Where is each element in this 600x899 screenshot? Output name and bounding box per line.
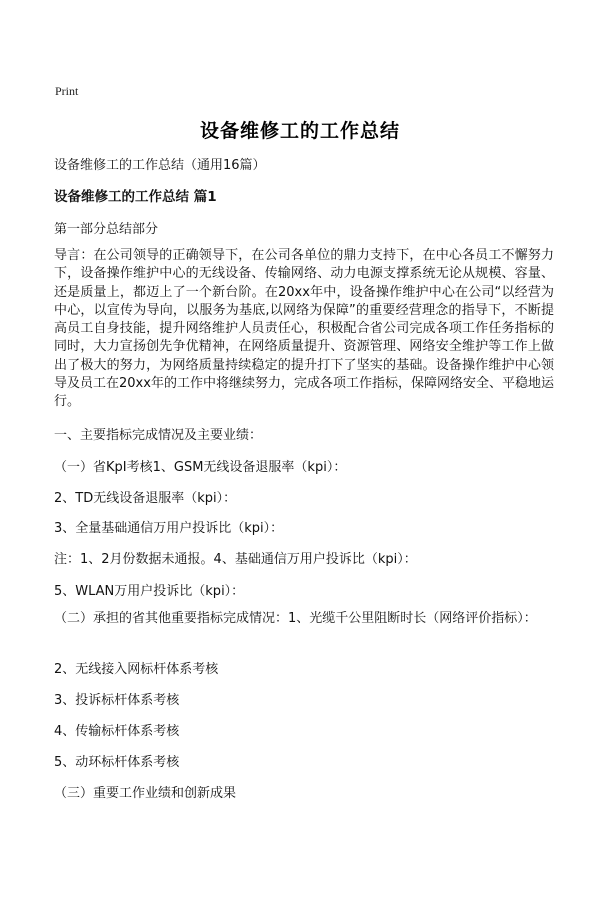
list-item: 3、全量基础通信万用户投诉比（kpi）：	[54, 521, 284, 536]
list-item: 一、主要指标完成情况及主要业绩：	[54, 428, 263, 443]
section-heading: 设备维修工的工作总结 篇1	[54, 189, 217, 205]
list-item: （一）省KpI考核1、GSM无线设备退服率（kpi）：	[54, 460, 347, 475]
subtitle: 设备维修工的工作总结（通用16篇）	[54, 158, 266, 173]
list-item: 5、WLAN万用户投诉比（kpi）：	[54, 584, 245, 599]
page-title: 设备维修工的工作总结	[199, 120, 400, 142]
list-item: 4、传输标杆体系考核	[54, 724, 180, 739]
list-item: 2、无线接入网标杆体系考核	[54, 662, 219, 677]
list-item: 3、投诉标杆体系考核	[54, 693, 180, 708]
list-item: 注：1、2月份数据未通报。4、基础通信万用户投诉比（kpi）：	[54, 552, 417, 567]
intro-paragraph: 导言：在公司领导的正确领导下，在公司各单位的鼎力支持下，在中心各员工不懈努力下，设备操作维护中心的无线设备、传输网络、动力电源支撑系统无论从规模、容量、还是质量上，都迈上了一个新台阶。在20xx年中，设备操作维护中心在公司“以经营为中心，以宣传为导向，以服务为基底,以网络为保障”的重要经营理念的指导下，不断提高员工自身技能，提升网络维护人员责任心，积极配合省公司完成各项工作任务指标的同时，大力宣扬创先争优精神，在网络质量提升、资源管理、网络安全维护等工作上做出了极大的努力，为网络质量持续稳定的提升打下了坚实的基础。设备操作维护中心领导及员工在20xx年的工作中将继续努力，完成各项工作指标，保障网络安全、平稳地运行。	[54, 248, 554, 410]
list-item: （三）重要工作业绩和创新成果	[54, 786, 237, 801]
print-link[interactable]: Print	[55, 84, 79, 98]
part-label: 第一部分总结部分	[54, 222, 159, 237]
list-item: 5、动环标杆体系考核	[54, 755, 180, 770]
list-item: 2、TD无线设备退服率（kpi）：	[54, 491, 237, 506]
list-item: （二）承担的省其他重要指标完成情况：1、光缆千公里阻断时长（网络评价指标）：	[54, 611, 537, 626]
